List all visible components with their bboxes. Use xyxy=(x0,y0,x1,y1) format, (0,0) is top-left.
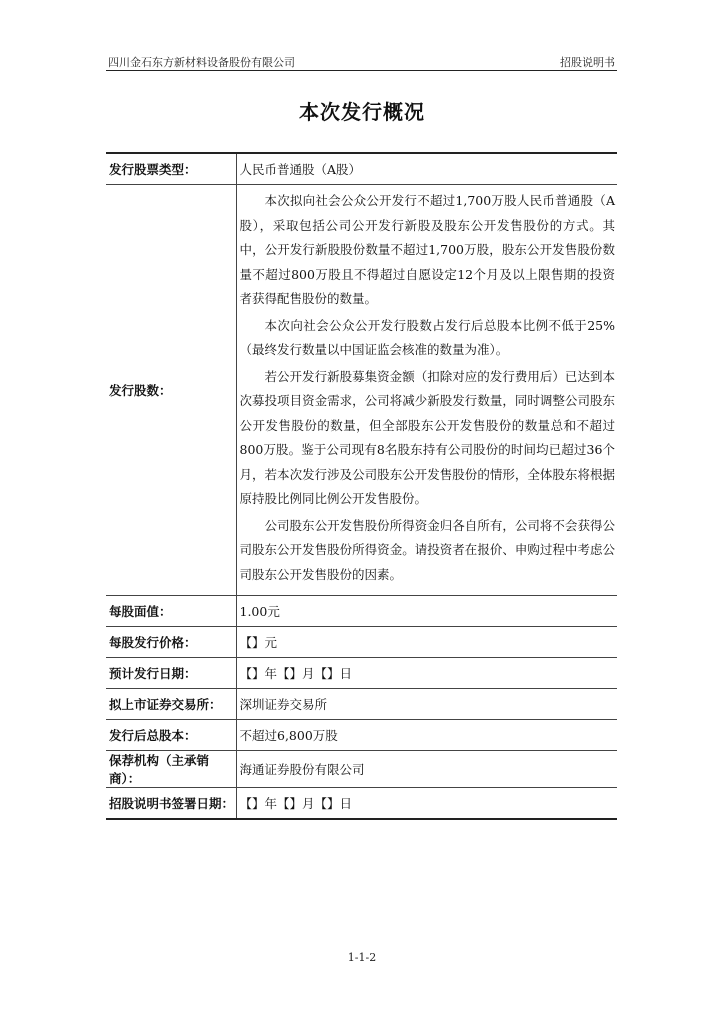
table-row xyxy=(106,689,617,720)
row-value: 【】元 xyxy=(236,627,617,658)
row-value: 1.00元 xyxy=(236,596,617,627)
table-row xyxy=(106,751,617,788)
row-value: 海通证券股份有限公司 xyxy=(236,751,617,788)
row-value: 【】年【】月【】日 xyxy=(236,788,617,820)
table-row xyxy=(106,658,617,689)
paragraph: 若公开发行新股募集资金额（扣除对应的发行费用后）已达到本次募投项目资金需求，公司将减少新股发行数量，同时调整公司股东公开发售股份的数量，但全部股东公开发售股份的数量总和不超过800万股。鉴于公司现有8名股东持有公司股份的时间均已超过36个月，若本次发行涉及公司股东公开发售股份的情形，全体股东将根据原持股比例同比例公开发售股份。 xyxy=(239,368,615,506)
document-type: 招股说明书 xyxy=(560,56,615,69)
table-row xyxy=(106,627,617,658)
row-value: 【】年【】月【】日 xyxy=(236,658,617,689)
row-label: 拟上市证券交易所： xyxy=(106,689,236,720)
paragraph: 公司股东公开发售股份所得资金归各自所有，公司将不会获得公司股东公开发售股份所得资金。请投资者在报价、申购过程中考虑公司股东公开发售股份的因素。 xyxy=(239,517,615,582)
row-value: 人民币普通股（A股） xyxy=(239,162,362,177)
row-label: 发行股票类型： xyxy=(106,153,236,185)
table-row xyxy=(106,153,617,185)
paragraph: 本次向社会公众公开发行股数占发行后总股本比例不低于25%（最终发行数量以中国证监会核准的数量为准）。 xyxy=(239,317,615,357)
table-row xyxy=(106,720,617,751)
offering-overview-table xyxy=(106,152,617,820)
table-row xyxy=(106,596,617,627)
row-value: 不超过6,800万股 xyxy=(236,720,617,751)
row-value xyxy=(236,185,617,596)
page-title: 本次发行概况 xyxy=(299,100,425,124)
row-value: 深圳证券交易所 xyxy=(236,689,617,720)
row-label: 发行股数： xyxy=(106,185,236,596)
paragraph: 本次拟向社会公众公开发行不超过1,700万股人民币普通股（A股），采取包括公司公开发行新股及股东公开发售股份的方式。其中，公开发行新股股份数量不超过1,700万股，股东公开发售股份数量不超过800万股且不得超过自愿设定12个月及以上限售期的投资者获得配售股份的数量。 xyxy=(239,193,615,306)
page-number: 1-1-2 xyxy=(347,951,377,964)
page-header xyxy=(106,50,617,71)
table-row xyxy=(106,788,617,820)
row-label: 保荐机构（主承销商）： xyxy=(106,751,236,788)
row-label: 每股面值： xyxy=(106,596,236,627)
table-row xyxy=(106,185,617,596)
row-label: 招股说明书签署日期： xyxy=(106,788,236,820)
row-label: 每股发行价格： xyxy=(106,627,236,658)
company-name: 四川金石东方新材料设备股份有限公司 xyxy=(108,56,295,69)
row-label: 预计发行日期： xyxy=(106,658,236,689)
row-label: 发行后总股本： xyxy=(106,720,236,751)
